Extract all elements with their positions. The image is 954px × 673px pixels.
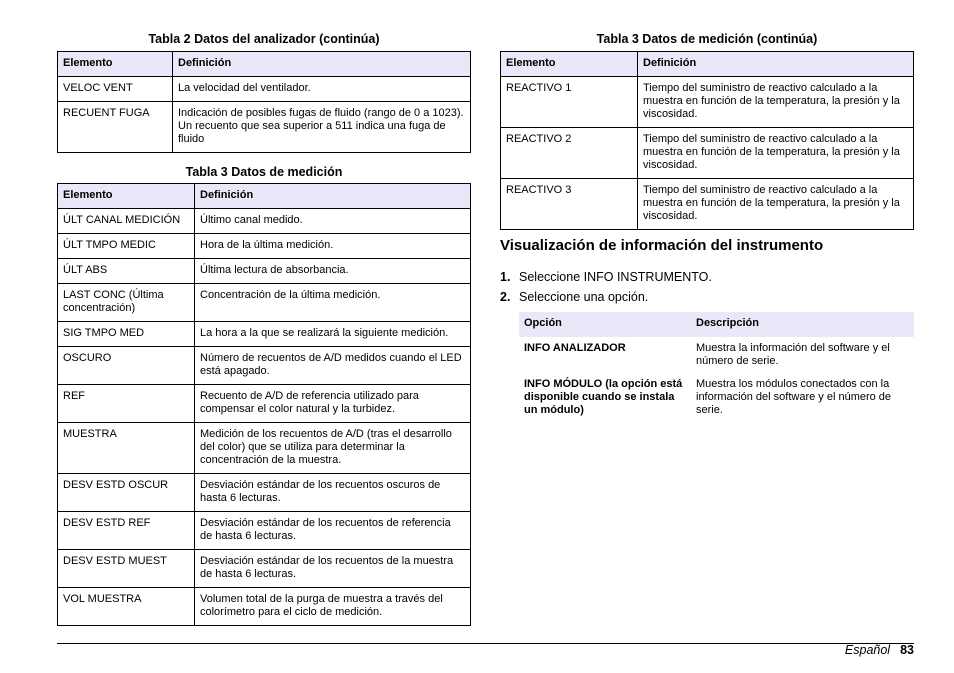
list-item <box>500 289 712 309</box>
table-cell-definition: Indicación de posibles fugas de fluido (rango de 0 a 1023). Un recuento que sea superior a 511 indica una fuga de fluido <box>173 102 471 153</box>
table3 <box>57 183 471 626</box>
table2-header-element: Elemento <box>58 52 173 77</box>
table-cell-definition: Tiempo del suministro de reactivo calculado a la muestra en función de la temperatura, la presión y la viscosidad. <box>638 128 914 179</box>
option-description: Muestra la información del software y el número de serie. <box>696 342 890 367</box>
table-cell-element: SIG TMPO MED <box>58 322 195 347</box>
table-row <box>58 209 471 234</box>
table-cell-definition: Último canal medido. <box>195 209 471 234</box>
table-row <box>58 423 471 474</box>
table-cell-element: OSCURO <box>58 347 195 385</box>
options-header-option: Opción <box>519 312 691 337</box>
table-cell-element: DESV ESTD REF <box>58 512 195 550</box>
options-block <box>519 312 914 422</box>
table-cell-element: RECUENT FUGA <box>58 102 173 153</box>
table-row <box>501 128 914 179</box>
table-cell-definition: La hora a la que se realizará la siguiente medición. <box>195 322 471 347</box>
right-column <box>500 31 914 230</box>
table-row <box>519 337 914 373</box>
table-cell-definition: Concentración de la última medición. <box>195 284 471 322</box>
table-cell-element: DESV ESTD OSCUR <box>58 474 195 512</box>
table-row <box>58 102 471 153</box>
table3-caption: Tabla 3 Datos de medición <box>185 165 343 179</box>
table-cell-element: REACTIVO 2 <box>501 128 638 179</box>
table-row <box>58 284 471 322</box>
table-cell-definition: Volumen total de la purga de muestra a través del colorímetro para el ciclo de medición. <box>195 588 471 626</box>
list-item <box>500 269 712 289</box>
table2-header-definition: Definición <box>173 52 471 77</box>
table-cell-element: DESV ESTD MUEST <box>58 550 195 588</box>
table-row <box>58 474 471 512</box>
table-cell-definition: Última lectura de absorbancia. <box>195 259 471 284</box>
footer-divider <box>57 643 914 644</box>
steps-list <box>500 269 712 309</box>
step-number: 1. <box>500 270 511 284</box>
table3-header-definition: Definición <box>195 184 471 209</box>
page-number: 83 <box>900 643 914 657</box>
table2-caption: Tabla 2 Datos del analizador (continúa) <box>148 32 380 46</box>
table-cell-definition: La velocidad del ventilador. <box>173 77 471 102</box>
table3-header-row <box>58 184 471 209</box>
table3-cont-header-element: Elemento <box>501 52 638 77</box>
table-cell-definition: Tiempo del suministro de reactivo calculado a la muestra en función de la temperatura, la presión y la viscosidad. <box>638 77 914 128</box>
table3-cont-header-definition: Definición <box>638 52 914 77</box>
table-cell-definition: Desviación estándar de los recuentos de referencia de hasta 6 lecturas. <box>195 512 471 550</box>
option-name: INFO MÓDULO (la opción está disponible cuando se instala un módulo) <box>524 378 683 416</box>
table2-header-row <box>58 52 471 77</box>
table-cell-element: REF <box>58 385 195 423</box>
table3-header-element: Elemento <box>58 184 195 209</box>
table-cell-element: VELOC VENT <box>58 77 173 102</box>
step-number: 2. <box>500 290 511 304</box>
option-name: INFO ANALIZADOR <box>524 342 626 354</box>
table-cell-definition: Desviación estándar de los recuentos de la muestra de hasta 6 lecturas. <box>195 550 471 588</box>
left-column <box>57 31 471 626</box>
step-text: Seleccione una opción. <box>519 290 649 304</box>
table-cell-definition: Recuento de A/D de referencia utilizado para compensar el color natural y la turbidez. <box>195 385 471 423</box>
option-description: Muestra los módulos conectados con la información del software y el número de serie. <box>696 378 892 416</box>
table-row <box>58 588 471 626</box>
step-text: Seleccione INFO INSTRUMENTO. <box>519 270 712 284</box>
table-cell-element: MUESTRA <box>58 423 195 474</box>
options-table <box>519 312 914 422</box>
section-title: Visualización de información del instrumento <box>500 237 824 254</box>
table-row <box>58 550 471 588</box>
table-cell-definition: Medición de los recuentos de A/D (tras el desarrollo del color) que se utiliza para determinar la concentración de la muestra. <box>195 423 471 474</box>
table-cell-element: LAST CONC (Última concentración) <box>58 284 195 322</box>
table-row <box>58 77 471 102</box>
table-cell-definition: Hora de la última medición. <box>195 234 471 259</box>
table-cell-definition: Tiempo del suministro de reactivo calculado a la muestra en función de la temperatura, la presión y la viscosidad. <box>638 179 914 230</box>
table-cell-element: ÚLT CANAL MEDICIÓN <box>58 209 195 234</box>
table-cell-element: REACTIVO 3 <box>501 179 638 230</box>
table3-cont-caption: Tabla 3 Datos de medición (continúa) <box>596 32 818 46</box>
table-row <box>58 347 471 385</box>
table-cell-element: ÚLT ABS <box>58 259 195 284</box>
table-cell-element: REACTIVO 1 <box>501 77 638 128</box>
table-row <box>501 77 914 128</box>
table-cell-definition: Desviación estándar de los recuentos oscuros de hasta 6 lecturas. <box>195 474 471 512</box>
table-cell-element: VOL MUESTRA <box>58 588 195 626</box>
table2 <box>57 51 471 153</box>
table-cell-definition: Número de recuentos de A/D medidos cuando el LED está apagado. <box>195 347 471 385</box>
table-row <box>58 234 471 259</box>
table-row <box>58 259 471 284</box>
table-row <box>58 512 471 550</box>
table-row <box>58 385 471 423</box>
table-row <box>501 179 914 230</box>
page-footer <box>845 643 914 657</box>
table3-cont-header-row <box>501 52 914 77</box>
table-cell-element: ÚLT TMPO MEDIC <box>58 234 195 259</box>
footer-language: Español <box>844 643 891 657</box>
table-row <box>58 322 471 347</box>
options-header-description: Descripción <box>691 312 914 337</box>
options-header-row <box>519 312 914 337</box>
table-row <box>519 373 914 422</box>
table3-continued <box>500 51 914 230</box>
